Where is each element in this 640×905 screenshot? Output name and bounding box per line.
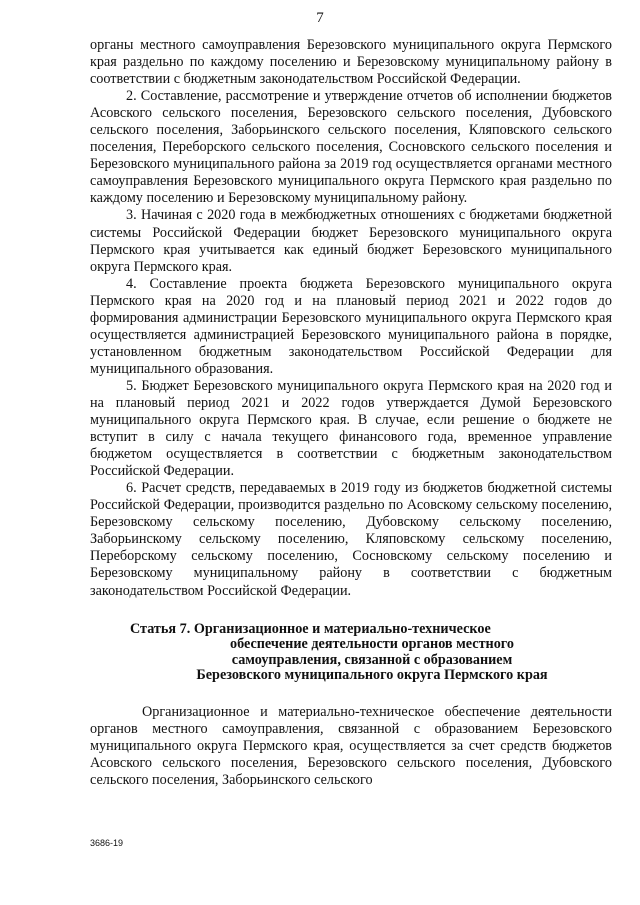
paragraph-2: 2. Составление, рассмотрение и утверждение отчетов об исполнении бюджетов Асовского сельского поселения, Березовского сельского поселения, Дубовского сельского поселения, Заборьинского сельского поселения, Кляповского сельского поселения, Переборского сельского поселения, Сосновского сельского поселения и Березовского муниципального района за 2019 год осуществляется органами местного самоуправления Березовского муниципального округа Пермского края раздельно по каждому поселению и Березовскому муниципальному району. (90, 88, 612, 207)
article-paragraph: Организационное и материально-техническое обеспечение деятельности органов местного самоуправления, связанной с образованием Березовского муниципального округа Пермского края, осуществляется за счет средств бюджетов Асовского сельского поселения, Березовского сельского поселения, Дубовского сельского поселения, Заборьинского сельского (90, 703, 612, 788)
article-title-line-2: обеспечение деятельности органов местного (229, 636, 514, 653)
paragraph-4: 4. Составление проекта бюджета Березовского муниципального округа Пермского края на 2020 год и на плановый период 2021 и 2022 годов до формирования администрации Березовского муниципального округа Пермского края осуществляется администрацией Березовского муниципального района в порядке, установленном бюджетным законодательством Российской Федерации для муниципального образования. (90, 275, 612, 377)
paragraph-3: 3. Начиная с 2020 года в межбюджетных отношениях с бюджетами бюджетной системы Российской Федерации бюджет Березовского муниципального округа Пермского края учитывается как единый бюджет Березовского муниципального округа Пермского края. (90, 207, 612, 275)
article-label: Статья 7. (130, 620, 191, 637)
footer-code: 3686-19 (90, 838, 124, 848)
article-heading (90, 622, 612, 684)
article-title-line-4: Березовского муниципального округа Пермского края (196, 667, 548, 684)
paragraph-continuation: органы местного самоуправления Березовского муниципального округа Пермского края раздельно по каждому поселению и Березовскому муниципальному району в соответствии с бюджетным законодательством Российской Федерации. (90, 37, 612, 88)
page-number: 7 (316, 10, 324, 26)
paragraph-6: 6. Расчет средств, передаваемых в 2019 году из бюджетов бюджетной системы Российской Федерации, производится раздельно по Асовскому сельскому поселению, Березовскому сельскому поселению, Дубовскому сельскому поселению, Заборьинскому сельскому поселению, Кляповскому сельскому поселению, Переборскому сельскому поселению, Сосновскому сельскому поселению и Березовскому муниципальному району в соответствии с бюджетным законодательством Российской Федерации. (90, 480, 612, 599)
paragraph-5: 5. Бюджет Березовского муниципального округа Пермского края на 2020 год и на плановый период 2021 и 2022 годов утверждается Думой Березовского муниципального округа Пермского края. В случае, если решение о бюджете не вступит в силу с начала текущего финансового года, временное управление бюджетом осуществляется в соответствии с бюджетным законодательством Российской Федерации. (90, 377, 612, 480)
article-title-line-3: самоуправления, связанной с образованием (231, 651, 513, 668)
article-title-line-1: Организационное и материально-техническое (193, 620, 491, 637)
document-body (90, 37, 612, 789)
